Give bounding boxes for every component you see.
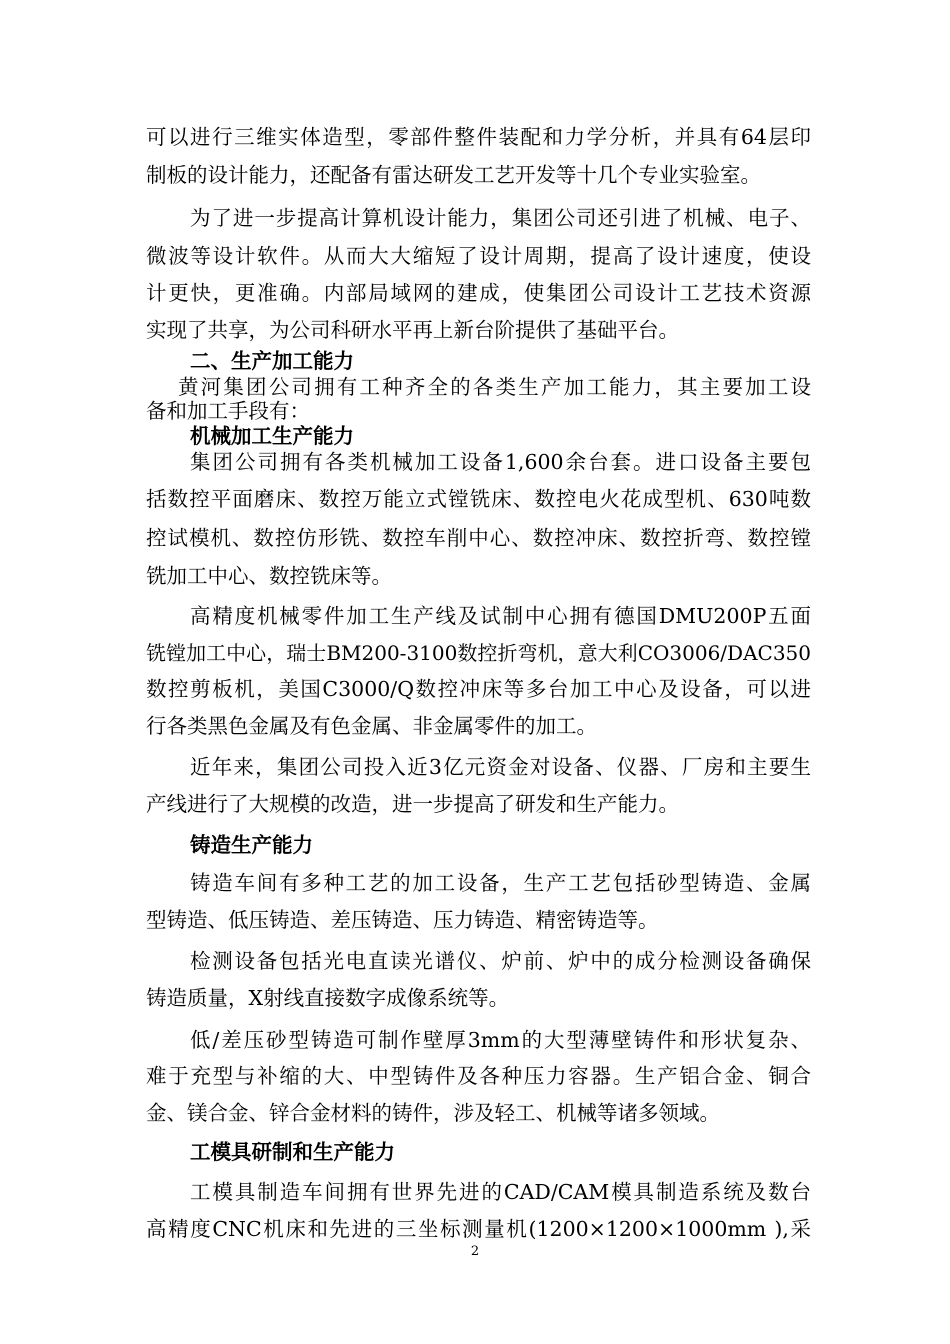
body-text-line: 数控剪板机，美国C3000/Q数控冲床等多台加工中心及设备，可以进 — [146, 677, 811, 701]
subsection-heading: 铸造生产能力 — [190, 833, 313, 857]
body-text-line: 金、镁合金、锌合金材料的铸件，涉及轻工、机械等诸多领域。 — [146, 1101, 720, 1125]
body-text-line: 铣加工中心、数控铣床等。 — [146, 564, 392, 588]
body-text-line: 铸造车间有多种工艺的加工设备，生产工艺包括砂型铸造、金属 — [190, 871, 811, 895]
body-text-line: 制板的设计能力，还配备有雷达研发工艺开发等十几个专业实验室。 — [146, 163, 761, 187]
section-heading: 二、生产加工能力 — [190, 349, 354, 373]
body-text-line: 铣镗加工中心，瑞士BM200-3100数控折弯机，意大利CO3006/DAC350 — [146, 641, 811, 665]
body-text-line: 难于充型与补缩的大、中型铸件及各种压力容器。生产铝合金、铜合 — [146, 1064, 811, 1088]
body-text-line: 铸造质量，X射线直接数字成像系统等。 — [146, 986, 510, 1010]
body-text-line: 计更快，更准确。内部局域网的建成，使集团公司设计工艺技术资源 — [146, 281, 811, 305]
body-text-line: 备和加工手段有： — [146, 399, 310, 423]
subsection-heading: 工模具研制和生产能力 — [190, 1140, 395, 1164]
body-text-line: 为了进一步提高计算机设计能力，集团公司还引进了机械、电子、 — [190, 206, 811, 230]
body-text-line: 高精度CNC机床和先进的三坐标测量机(1200×1200×1000mm ),采 — [146, 1217, 811, 1241]
body-text-line: 工模具制造车间拥有世界先进的CAD/CAM模具制造系统及数台 — [190, 1180, 811, 1204]
body-text-line: 微波等设计软件。从而大大缩短了设计周期，提高了设计速度，使设 — [146, 244, 811, 268]
body-text-line: 行各类黑色金属及有色金属、非金属零件的加工。 — [146, 714, 597, 738]
body-text-line: 低/差压砂型铸造可制作壁厚3mm的大型薄壁铸件和形状复杂、 — [190, 1028, 811, 1052]
body-text-line: 可以进行三维实体造型，零部件整件装配和力学分析，并具有64层印 — [146, 125, 811, 149]
body-text-line: 近年来，集团公司投入近3亿元资金对设备、仪器、厂房和主要生 — [190, 755, 811, 779]
body-text-line: 黄河集团公司拥有工种齐全的各类生产加工能力，其主要加工设 — [178, 375, 811, 399]
body-text-line: 实现了共享，为公司科研水平再上新台阶提供了基础平台。 — [146, 318, 679, 342]
body-text-line: 集团公司拥有各类机械加工设备1,600余台套。进口设备主要包 — [190, 450, 811, 474]
subsection-heading: 机械加工生产能力 — [190, 424, 354, 448]
page-number: 2 — [470, 1244, 480, 1259]
body-text-line: 控试模机、数控仿形铣、数控车削中心、数控冲床、数控折弯、数控镗 — [146, 526, 811, 550]
body-text-line: 检测设备包括光电直读光谱仪、炉前、炉中的成分检测设备确保 — [190, 949, 811, 973]
body-text-line: 括数控平面磨床、数控万能立式镗铣床、数控电火花成型机、630吨数 — [146, 487, 811, 511]
body-text-line: 高精度机械零件加工生产线及试制中心拥有德国DMU200P五面 — [190, 604, 811, 628]
body-text-line: 型铸造、低压铸造、差压铸造、压力铸造、精密铸造等。 — [146, 908, 659, 932]
body-text-line: 产线进行了大规模的改造，进一步提高了研发和生产能力。 — [146, 792, 679, 816]
